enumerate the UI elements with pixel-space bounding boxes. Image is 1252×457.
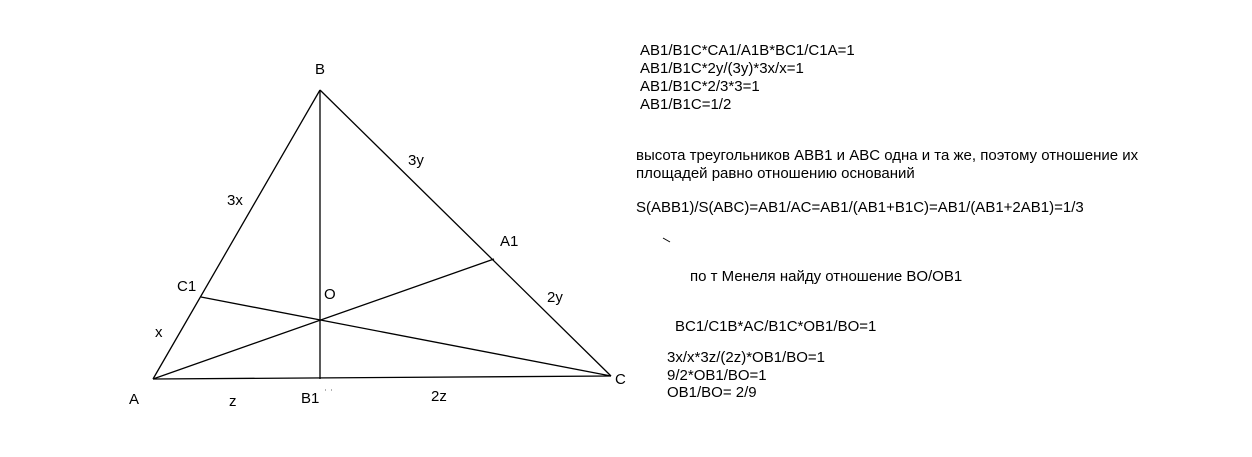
- segment-label-c1b: 3x: [227, 192, 243, 209]
- label-c: C: [615, 371, 626, 388]
- segment-label-b1c: 2z: [431, 388, 447, 405]
- note-line-1: высота треугольников ABB1 и ABC одна и та же, поэтому отношение их: [636, 147, 1139, 164]
- ceva-line-3: AB1/B1C*2/3*3=1: [640, 78, 760, 95]
- label-a1: A1: [500, 233, 519, 250]
- final-line-1: 3x/x*3z/(2z)*OB1/BO=1: [667, 349, 825, 366]
- segment-label-ba1: 3y: [408, 152, 424, 169]
- label-o: O: [324, 286, 336, 303]
- side-bc: [320, 90, 611, 376]
- menelaus-intro: по т Менеля найду отношение BO/OB1: [690, 268, 963, 285]
- note-line-2: площадей равно отношению оснований: [636, 165, 915, 182]
- ceva-line-2: AB1/B1C*2y/(3y)*3x/x=1: [640, 60, 804, 77]
- segment-label-ac1: x: [155, 324, 163, 341]
- stray-mark: [663, 238, 670, 242]
- final-line-3: OB1/BO= 2/9: [667, 384, 757, 401]
- area-ratio-line: S(ABB1)/S(ABC)=AB1/AC=AB1/(AB1+B1C)=AB1/(AB1+2AB1)=1/3: [636, 199, 1084, 216]
- cevian-aa1: [153, 259, 494, 379]
- segment-label-ab1: z: [229, 393, 237, 410]
- menelaus-equation: BC1/C1B*AC/B1C*OB1/BO=1: [675, 318, 877, 335]
- label-c1: C1: [177, 278, 197, 295]
- ceva-line-4: AB1/B1C=1/2: [640, 96, 732, 113]
- label-b: B: [315, 61, 326, 78]
- final-line-2: 9/2*OB1/BO=1: [667, 367, 767, 384]
- side-ab: [153, 90, 320, 379]
- label-a: A: [129, 391, 140, 408]
- side-ac: [153, 376, 611, 379]
- segment-label-a1c: 2y: [547, 289, 563, 306]
- cevian-cc1: [201, 297, 611, 376]
- ceva-line-1: AB1/B1C*CA1/A1B*BC1/C1A=1: [640, 42, 855, 59]
- label-b1: B1: [301, 390, 320, 407]
